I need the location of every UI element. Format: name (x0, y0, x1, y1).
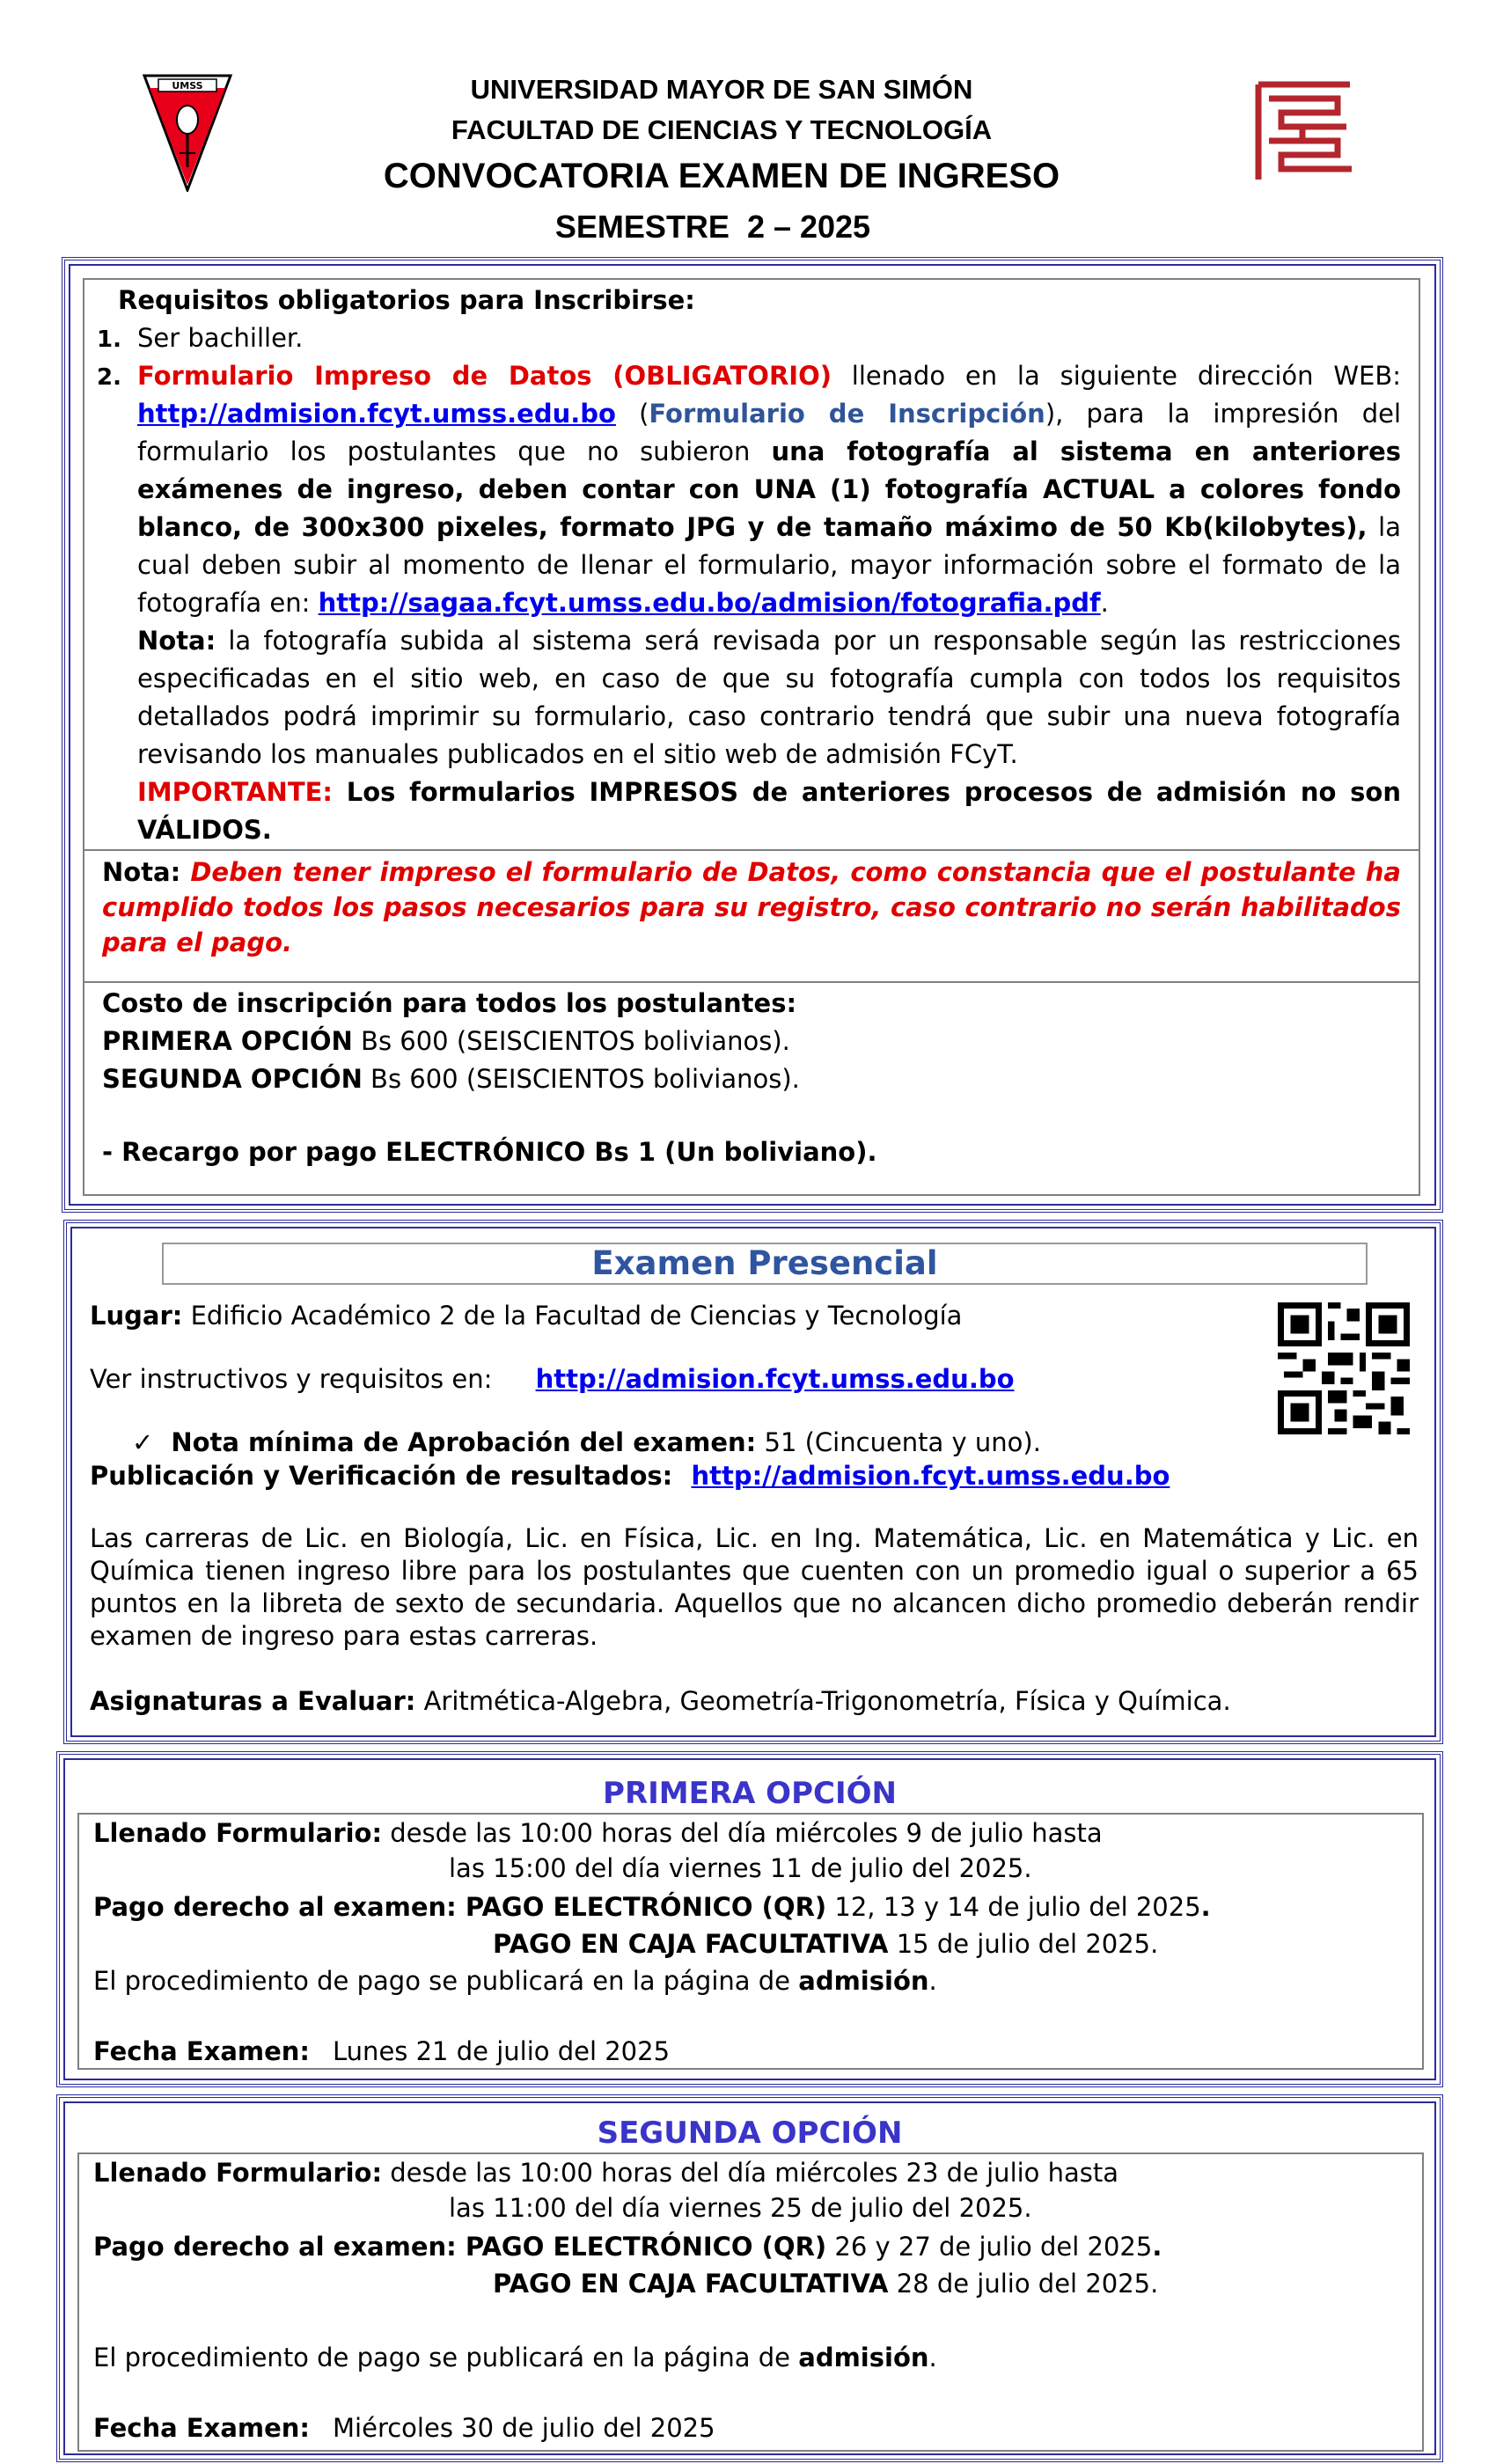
free-entry-careers: Las carreras de Lic. en Biología, Lic. en Física, Lic. en Ing. Matemática, Lic. en Matemática y Lic. en Química tienen ingreso libre para los postulantes que cuenten con un promedio igual o superior a 65 puntos en la libreta de sexto de secundaria. Aquellos que no alcancen dicho promedio deberán rendir examen de ingreso para estas carreras. (90, 1523, 1419, 1651)
caja-text: 15 de julio del 2025. (888, 1929, 1159, 1959)
important-label: IMPORTANTE: (137, 777, 334, 807)
llenado-label: Llenado Formulario: (93, 2158, 383, 2188)
subjects (90, 1683, 1231, 1720)
requirement-text: . (1100, 588, 1109, 618)
primera-opcion-details (77, 1813, 1424, 2070)
qr-code-icon[interactable] (1278, 1302, 1410, 1434)
llenado-end: las 15:00 del día viernes 11 de julio del 2025. (449, 1853, 1032, 1883)
pago-line (93, 2228, 1162, 2266)
segunda-opcion-title: SEGUNDA OPCIÓN (597, 2116, 903, 2151)
procedure-line (93, 2339, 937, 2377)
exam-title: Examen Presencial (162, 1243, 1368, 1285)
min-score (132, 1424, 1041, 1462)
page-title: CONVOCATORIA EXAMEN DE INGRESO (383, 157, 1060, 195)
fecha-text: Lunes 21 de julio del 2025 (333, 2036, 671, 2066)
pago-text: 26 y 27 de julio del 2025 (826, 2232, 1153, 2262)
pago-label: Pago derecho al examen: PAGO ELECTRÓNICO (QR) (93, 2232, 827, 2262)
procedure-text: El procedimiento de pago se publicará en la página de (93, 1966, 799, 1996)
results-label: Publicación y Verificación de resultados: (90, 1461, 673, 1491)
surcharge-note: - Recargo por pago ELECTRÓNICO Bs 1 (Un boliviano). (102, 1137, 877, 1167)
procedure-end: . (928, 2343, 937, 2372)
exam-instructions (90, 1360, 1015, 1398)
form-required-label: Formulario Impreso de Datos (OBLIGATORIO) (137, 361, 832, 391)
fecha-label: Fecha Examen: (93, 2036, 311, 2066)
procedure-bold: admisión (798, 2343, 929, 2372)
llenado-line (93, 1815, 1103, 1852)
cost-option-1 (102, 1023, 1401, 1060)
logo-umss-text: UMSS (172, 80, 203, 92)
subjects-text: Aritmética-Algebra, Geometría-Trigonometría, Física y Química. (415, 1686, 1231, 1716)
results-publication (90, 1457, 1170, 1495)
note-label: Nota: (102, 857, 181, 887)
procedure-end: . (928, 1966, 937, 1996)
faculty-name: FACULTAD DE CIENCIAS Y TECNOLOGÍA (451, 114, 993, 145)
photo-requirement: una fotografía al sistema en anteriores exámenes de ingreso, deben contar con UNA (1) fotografía ACTUAL a colores fondo blanco, de 300x300 pixeles, formato JPG y de tamaño máximo de 50 Kb(kilobytes), (137, 436, 1402, 542)
semester-title: SEMESTRE 2 – 2025 (554, 209, 871, 245)
requirement-number: 2. (97, 364, 121, 391)
fecha-line (93, 2409, 715, 2447)
exam-location (90, 1297, 1234, 1335)
requirement-item-1 (97, 319, 1401, 357)
important-text: Los formularios IMPRESOS de anteriores procesos de admisión no son VÁLIDOS. (137, 777, 1401, 845)
location-text: Edificio Académico 2 de la Facultad de Ciencias y Tecnología (182, 1301, 963, 1331)
cost-heading: Costo de inscripción para todos los postulantes: (102, 988, 797, 1018)
pago-dot: . (1152, 2232, 1162, 2262)
requirement-text: Ser bachiller. (137, 323, 304, 353)
segunda-opcion-details (77, 2152, 1424, 2452)
caja-line (493, 1925, 1158, 1963)
caja-label: PAGO EN CAJA FACULTATIVA (493, 2269, 889, 2299)
pago-line (93, 1888, 1211, 1926)
note-text: Deben tener impreso el formulario de Datos, como constancia que el postulante ha cumplido todos los pasos necesarios para su registro, caso contrario no serán habilitados para el pago. (102, 857, 1401, 957)
primera-opcion-frame (56, 1751, 1443, 2087)
important-note (137, 774, 1401, 849)
llenado-text: desde las 10:00 horas del día miércoles 23 de julio hasta (382, 2158, 1119, 2188)
fecha-label: Fecha Examen: (93, 2413, 311, 2443)
option-label: SEGUNDA OPCIÓN (102, 1064, 363, 1094)
requirement-text: ), para la impresión del formulario los postulantes que no subieron (137, 399, 1401, 466)
requirement-text: llenado en la siguiente dirección WEB: (831, 361, 1401, 391)
cost-section (83, 981, 1420, 1196)
option-price: Bs 600 (SEISCIENTOS bolivianos). (352, 1026, 790, 1056)
primera-opcion-title: PRIMERA OPCIÓN (603, 1776, 897, 1811)
procedure-bold: admisión (798, 1966, 929, 1996)
admision-link[interactable]: http://admision.fcyt.umss.edu.bo (137, 399, 616, 429)
option-label: PRIMERA OPCIÓN (102, 1026, 353, 1056)
pago-label: Pago derecho al examen: PAGO ELECTRÓNICO (QR) (93, 1892, 827, 1922)
requirement-number: 1. (97, 326, 121, 353)
fecha-line (93, 2033, 670, 2071)
caja-text: 28 de julio del 2025. (888, 2269, 1159, 2299)
requirements-frame (62, 257, 1443, 1213)
photo-note (137, 622, 1401, 774)
llenado-line (93, 2154, 1118, 2192)
min-score-label: Nota mínima de Aprobación del examen: (171, 1427, 757, 1457)
exam-frame (63, 1220, 1443, 1744)
requirements-section (83, 278, 1420, 849)
caja-label: PAGO EN CAJA FACULTATIVA (493, 1929, 889, 1959)
requirements-heading: Requisitos obligatorios para Inscribirse: (118, 285, 695, 315)
requirement-text: ( (615, 399, 649, 429)
option-price: Bs 600 (SEISCIENTOS bolivianos). (362, 1064, 800, 1094)
photo-guide-link[interactable]: http://sagaa.fcyt.umss.edu.bo/admision/fotografia.pdf (318, 588, 1101, 618)
pago-dot: . (1200, 1892, 1211, 1922)
print-note-section (83, 849, 1420, 981)
requirement-item-2 (97, 357, 1402, 849)
procedure-text: El procedimiento de pago se publicará en la página de (93, 2343, 799, 2372)
note-text: la fotografía subida al sistema será revisada por un responsable según las restricciones especificadas en el sitio web, en caso de que su fotografía cumpla con todos los requisitos detallados podrá imprimir su formulario, caso contrario tendrá que subir una nueva fotografía revisando los manuales publicados en el sitio web de admisión FCyT. (137, 626, 1401, 769)
location-label: Lugar: (90, 1301, 183, 1331)
min-score-text: 51 (Cincuenta y uno). (756, 1427, 1041, 1457)
fecha-text: Miércoles 30 de julio del 2025 (333, 2413, 715, 2443)
results-link[interactable]: http://admision.fcyt.umss.edu.bo (691, 1461, 1170, 1491)
caja-line (493, 2265, 1158, 2303)
university-name: UNIVERSIDAD MAYOR DE SAN SIMÓN (470, 74, 973, 105)
llenado-label: Llenado Formulario: (93, 1818, 383, 1848)
pago-text: 12, 13 y 14 de julio del 2025 (826, 1892, 1201, 1922)
instructions-text: Ver instructivos y requisitos en: (90, 1364, 493, 1394)
llenado-end: las 11:00 del día viernes 25 de julio del 2025. (449, 2193, 1032, 2223)
procedure-line (93, 1962, 937, 2000)
segunda-opcion-frame (56, 2094, 1443, 2462)
cost-option-2 (102, 1060, 1401, 1098)
instructions-link[interactable]: http://admision.fcyt.umss.edu.bo (535, 1364, 1015, 1394)
subjects-label: Asignaturas a Evaluar: (90, 1686, 416, 1716)
check-icon: ✓ (132, 1427, 154, 1457)
llenado-text: desde las 10:00 horas del día miércoles 9 de julio hasta (382, 1818, 1103, 1848)
requirement-text: la cual deben subir al momento de llenar el formulario, mayor información sobre el formato de la fotografía en: (137, 512, 1402, 618)
note-label: Nota: (137, 626, 216, 656)
form-name: Formulario de Inscripción (649, 399, 1045, 429)
